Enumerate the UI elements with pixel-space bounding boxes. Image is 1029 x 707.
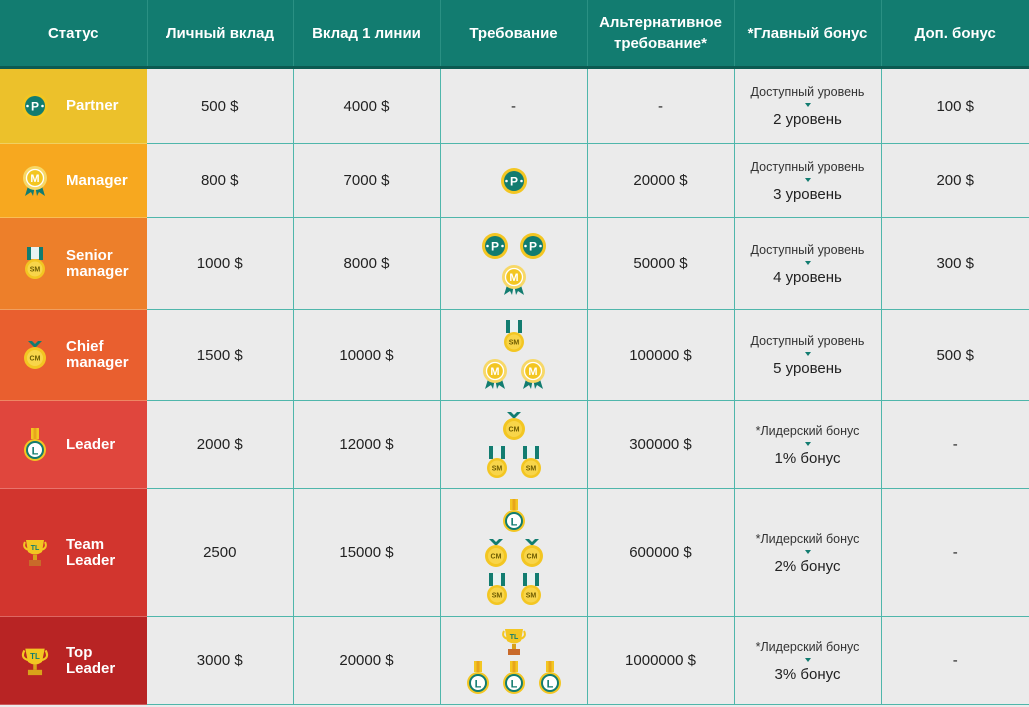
bonus-value: 4 уровень — [773, 268, 842, 286]
status-row — [0, 617, 1029, 705]
bonus-value: 2 уровень — [773, 111, 842, 128]
status-row — [0, 144, 1029, 218]
status-row — [0, 218, 1029, 310]
svg-text:TL: TL — [30, 544, 40, 552]
main-bonus-cell — [734, 68, 881, 144]
extra-bonus-cell: 300 $ — [881, 218, 1029, 310]
svg-text:M: M — [527, 366, 538, 378]
alternative-requirement-cell: 50000 $ — [587, 218, 734, 310]
svg-text:SM: SM — [525, 465, 536, 472]
extra-bonus-cell: 500 $ — [881, 310, 1029, 401]
senior-manager-medal-icon — [519, 573, 543, 607]
requirement-cell — [440, 617, 587, 705]
alternative-requirement-cell: 300000 $ — [587, 401, 734, 489]
requirement-cell: - — [440, 68, 587, 144]
bonus-label: *Лидерский бонус — [755, 423, 860, 438]
alternative-requirement-cell: - — [587, 68, 734, 144]
status-cell — [0, 144, 147, 218]
bonus-value: 3 уровень — [773, 185, 842, 203]
personal-contribution-cell: 2500 — [147, 489, 293, 617]
first-line-contribution-cell: 8000 $ — [293, 218, 440, 310]
bonus-label: *Лидерский бонус — [755, 639, 860, 654]
bonus-value: 5 уровень — [773, 360, 842, 377]
manager-medal-icon — [519, 358, 547, 390]
bonus-value: 3% бонус — [774, 665, 841, 683]
header-status: Статус — [0, 0, 147, 68]
svg-text:P: P — [30, 99, 40, 114]
main-bonus-cell — [734, 401, 881, 489]
chief-manager-medal-icon — [20, 338, 50, 372]
requirement-cell — [440, 144, 587, 218]
bonus-label: Доступный уровень — [750, 242, 865, 257]
svg-text:L: L — [31, 445, 39, 457]
status-row — [0, 489, 1029, 617]
status-name: Chief manager — [66, 338, 129, 371]
status-name: Manager — [66, 171, 128, 189]
svg-text:CM: CM — [29, 355, 41, 363]
senior-manager-medal-icon — [502, 320, 526, 354]
leader-medal-icon — [537, 661, 563, 695]
svg-text:P: P — [509, 174, 518, 188]
bonus-value: 1% бонус — [774, 449, 841, 467]
requirement-cell — [440, 310, 587, 401]
main-bonus-cell — [734, 310, 881, 401]
extra-bonus-cell: - — [881, 489, 1029, 617]
status-cell — [0, 401, 147, 489]
status-name: Leader — [66, 435, 116, 453]
main-bonus-cell — [734, 218, 881, 310]
svg-text:M: M — [30, 172, 40, 185]
first-line-contribution-cell: 4000 $ — [293, 68, 440, 144]
leader-medal-icon — [20, 428, 50, 462]
svg-text:L: L — [510, 516, 517, 528]
manager-medal-icon — [20, 164, 50, 198]
svg-text:P: P — [528, 239, 537, 253]
personal-contribution-cell: 1000 $ — [147, 218, 293, 310]
bonus-label: Доступный уровень — [750, 159, 865, 174]
status-cell — [0, 218, 147, 310]
requirement-cell — [440, 218, 587, 310]
alternative-requirement-cell: 100000 $ — [587, 310, 734, 401]
svg-text:L: L — [546, 678, 553, 690]
first-line-contribution-cell: 20000 $ — [293, 617, 440, 705]
svg-text:L: L — [510, 678, 517, 690]
svg-text:P: P — [490, 239, 499, 253]
first-line-contribution-cell: 10000 $ — [293, 310, 440, 401]
first-line-contribution-cell: 7000 $ — [293, 144, 440, 218]
senior-manager-medal-icon — [485, 446, 509, 480]
status-name: Senior manager — [66, 246, 129, 280]
status-row — [0, 401, 1029, 489]
header-main-bonus: *Главный бонус — [734, 0, 881, 68]
caret-down-icon — [805, 178, 811, 182]
main-bonus-cell — [734, 144, 881, 218]
senior-manager-medal-icon — [485, 573, 509, 607]
header-alternative-requirement: Альтернативное требование* — [587, 0, 734, 68]
requirement-cell — [440, 401, 587, 489]
header-personal-contribution: Личный вклад — [147, 0, 293, 68]
extra-bonus-cell: 200 $ — [881, 144, 1029, 218]
bonus-label: Доступный уровень — [750, 85, 865, 99]
leader-medal-icon — [501, 661, 527, 695]
bonus-label: Доступный уровень — [750, 334, 865, 348]
svg-text:SM: SM — [525, 592, 536, 599]
extra-bonus-cell: 100 $ — [881, 68, 1029, 144]
senior-manager-medal-icon — [20, 247, 50, 281]
caret-down-icon — [805, 550, 811, 554]
alternative-requirement-cell: 20000 $ — [587, 144, 734, 218]
manager-medal-icon — [500, 264, 528, 296]
header-first-line-contribution: Вклад 1 линии — [293, 0, 440, 68]
status-cell — [0, 489, 147, 617]
alternative-requirement-cell: 1000000 $ — [587, 617, 734, 705]
partner-coin-icon — [519, 232, 547, 260]
header-requirement: Требование — [440, 0, 587, 68]
svg-text:CM: CM — [526, 553, 537, 560]
main-bonus-cell — [734, 617, 881, 705]
header-row — [0, 0, 1029, 68]
bonus-value: 2% бонус — [774, 557, 841, 575]
chief-manager-medal-icon — [501, 410, 527, 442]
team-leader-cup-icon — [20, 536, 50, 570]
status-row — [0, 310, 1029, 401]
svg-text:SM: SM — [29, 266, 41, 273]
personal-contribution-cell: 2000 $ — [147, 401, 293, 489]
main-bonus-cell — [734, 489, 881, 617]
svg-text:CM: CM — [490, 553, 501, 560]
first-line-contribution-cell: 15000 $ — [293, 489, 440, 617]
extra-bonus-cell: - — [881, 401, 1029, 489]
partner-coin-icon — [500, 167, 528, 195]
status-cell — [0, 68, 147, 144]
personal-contribution-cell: 500 $ — [147, 68, 293, 144]
svg-text:SM: SM — [508, 339, 519, 347]
requirement-cell — [440, 489, 587, 617]
header-extra-bonus: Доп. бонус — [881, 0, 1029, 68]
chief-manager-medal-icon — [519, 537, 545, 569]
personal-contribution-cell: 800 $ — [147, 144, 293, 218]
caret-down-icon — [805, 442, 811, 446]
top-leader-trophy-icon — [20, 644, 50, 678]
svg-text:TL: TL — [509, 633, 518, 641]
svg-text:TL: TL — [30, 651, 40, 661]
manager-medal-icon — [481, 358, 509, 390]
svg-text:M: M — [508, 271, 519, 284]
status-cell — [0, 617, 147, 705]
leader-medal-icon — [501, 499, 527, 533]
caret-down-icon — [805, 658, 811, 662]
first-line-contribution-cell: 12000 $ — [293, 401, 440, 489]
leader-medal-icon — [465, 661, 491, 695]
svg-text:SM: SM — [491, 465, 502, 472]
svg-text:SM: SM — [491, 592, 502, 599]
status-row — [0, 68, 1029, 144]
caret-down-icon — [805, 261, 811, 265]
partner-coin-icon — [481, 232, 509, 260]
bonus-label: *Лидерский бонус — [755, 531, 860, 546]
caret-down-icon — [805, 352, 811, 356]
status-cell — [0, 310, 147, 401]
status-name: Team Leader — [66, 535, 116, 569]
svg-text:CM: CM — [508, 426, 519, 433]
extra-bonus-cell: - — [881, 617, 1029, 705]
status-name: Partner — [66, 97, 119, 114]
status-name: Top Leader — [66, 643, 116, 677]
caret-down-icon — [805, 103, 811, 107]
svg-text:L: L — [474, 678, 481, 690]
alternative-requirement-cell: 600000 $ — [587, 489, 734, 617]
partner-coin-icon — [20, 89, 50, 123]
team-leader-cup-icon — [500, 627, 528, 657]
personal-contribution-cell: 1500 $ — [147, 310, 293, 401]
personal-contribution-cell: 3000 $ — [147, 617, 293, 705]
svg-text:M: M — [489, 366, 500, 378]
chief-manager-medal-icon — [483, 537, 509, 569]
senior-manager-medal-icon — [519, 446, 543, 480]
